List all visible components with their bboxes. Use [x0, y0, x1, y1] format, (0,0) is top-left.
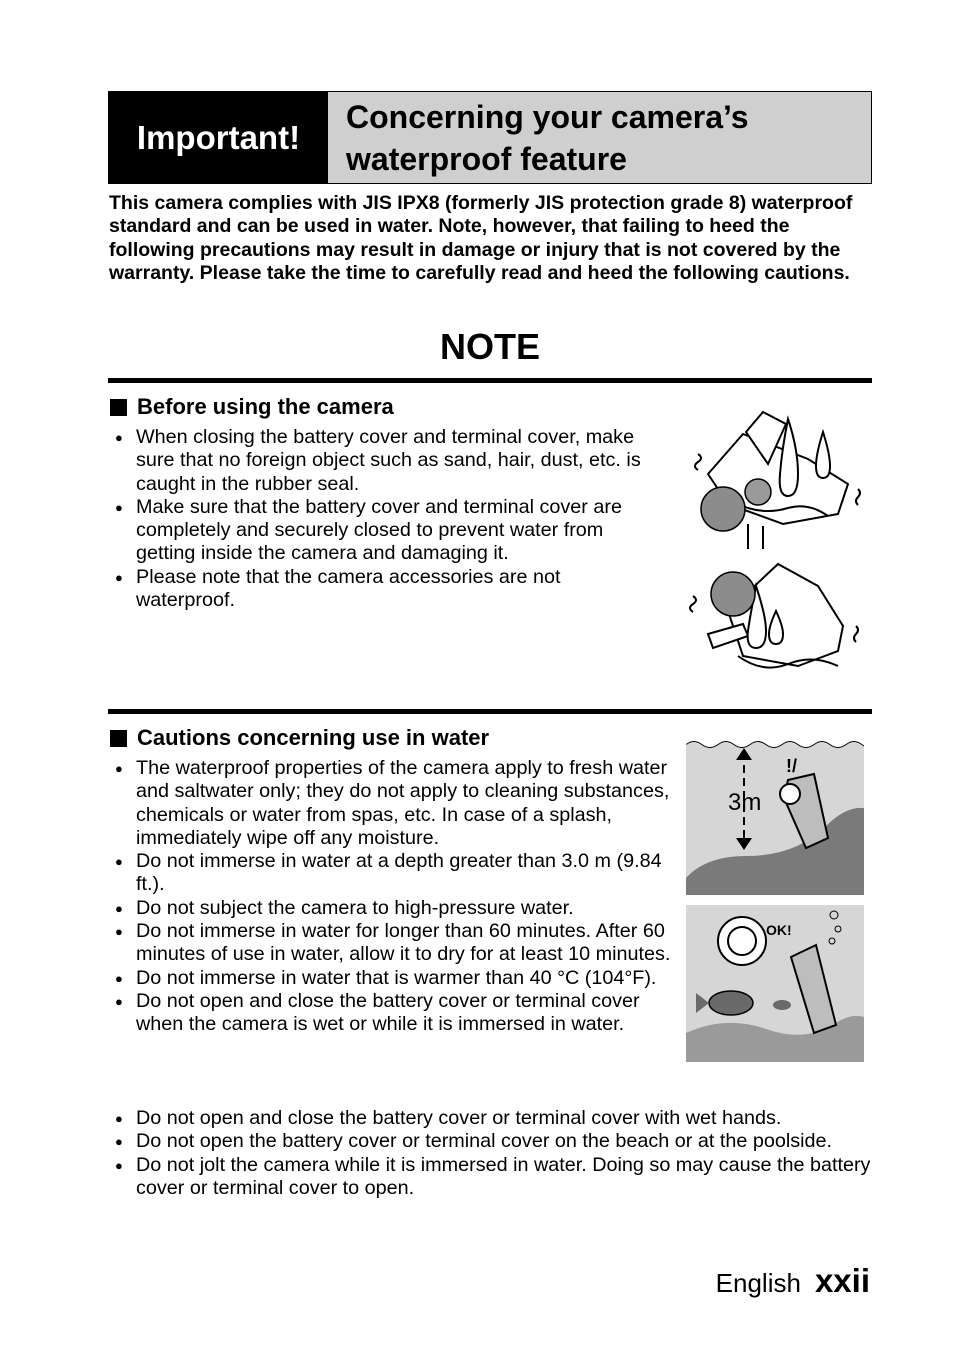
page-footer [716, 1262, 870, 1300]
depth-label: 3m [728, 789, 762, 816]
important-badge: Important! [109, 92, 328, 183]
page-title [328, 92, 871, 183]
exclaim-label: !/ [786, 756, 797, 776]
underwater-fish-illustration [686, 905, 864, 1062]
page-title-line-1: Concerning your camera’s [346, 99, 749, 135]
list-item: ● Do not immerse in water at a depth greater than 3.0 m (9.84 ft.). [113, 850, 673, 897]
section-divider-1 [108, 378, 872, 383]
footer-language: English [715, 1268, 801, 1298]
list-item: ● Make sure that the battery cover and terminal cover are completely and securely closed to prevent water from getting inside the camera and damaging it. [113, 496, 643, 566]
list-item: ● Please note that the camera accessories are not waterproof. [113, 566, 643, 613]
list-item: ● The waterproof properties of the camera apply to fresh water and saltwater only; they do not apply to cleaning substances, chemicals or water from spas, etc. In case of a splash, immediately wipe off any moisture. [113, 757, 673, 850]
section-title-text: Cautions concerning use in water [137, 725, 490, 750]
before-using-list [113, 426, 643, 612]
ok-label: OK! [766, 922, 792, 938]
camera-seal-check-illustration [688, 404, 868, 556]
list-item: ● Do not immerse in water for longer than 60 minutes. After 60 minutes of use in water, allow it to dry for at least 10 minutes. [113, 920, 673, 967]
title-banner [108, 91, 872, 184]
list-item: ● When closing the battery cover and terminal cover, make sure that no foreign object such as sand, hair, dust, etc. is caught in the rubber seal. [113, 426, 643, 496]
section-title-text: Before using the camera [137, 394, 394, 419]
list-item: ● Do not subject the camera to high-pressure water. [113, 897, 673, 920]
depth-limit-illustration [686, 738, 864, 895]
list-item: ● Do not jolt the camera while it is immersed in water. Doing so may cause the battery cover or terminal cover to open. [113, 1154, 883, 1201]
square-bullet-icon [110, 399, 127, 416]
water-cautions-list [113, 757, 673, 1037]
note-heading: NOTE [439, 326, 540, 367]
page-number: xxii [814, 1262, 870, 1299]
camera-cover-open-illustration [688, 556, 868, 688]
list-item: ● Do not immerse in water that is warmer than 40 °C (104°F). [113, 967, 673, 990]
list-item: ● Do not open and close the battery cover or terminal cover when the camera is wet or while it is immersed in water. [113, 990, 673, 1037]
page-title-line-2: waterproof feature [346, 141, 627, 177]
water-cautions-list-continued [113, 1107, 883, 1200]
intro-paragraph: This camera complies with JIS IPX8 (formerly JIS protection grade 8) waterproof standard and can be used in water. Note, however, that failing to heed the following precautions may result in damage or injury that is not covered by the warranty. Please take the time to carefully read and heed the following cautions. [109, 192, 853, 284]
list-item: ● Do not open and close the battery cover or terminal cover with wet hands. [113, 1107, 883, 1130]
section-divider-2 [108, 709, 872, 714]
list-item: ● Do not open the battery cover or terminal cover on the beach or at the poolside. [113, 1130, 883, 1153]
square-bullet-icon [110, 730, 127, 747]
section-title-before-using [110, 394, 394, 420]
section-title-water-use [110, 725, 489, 751]
